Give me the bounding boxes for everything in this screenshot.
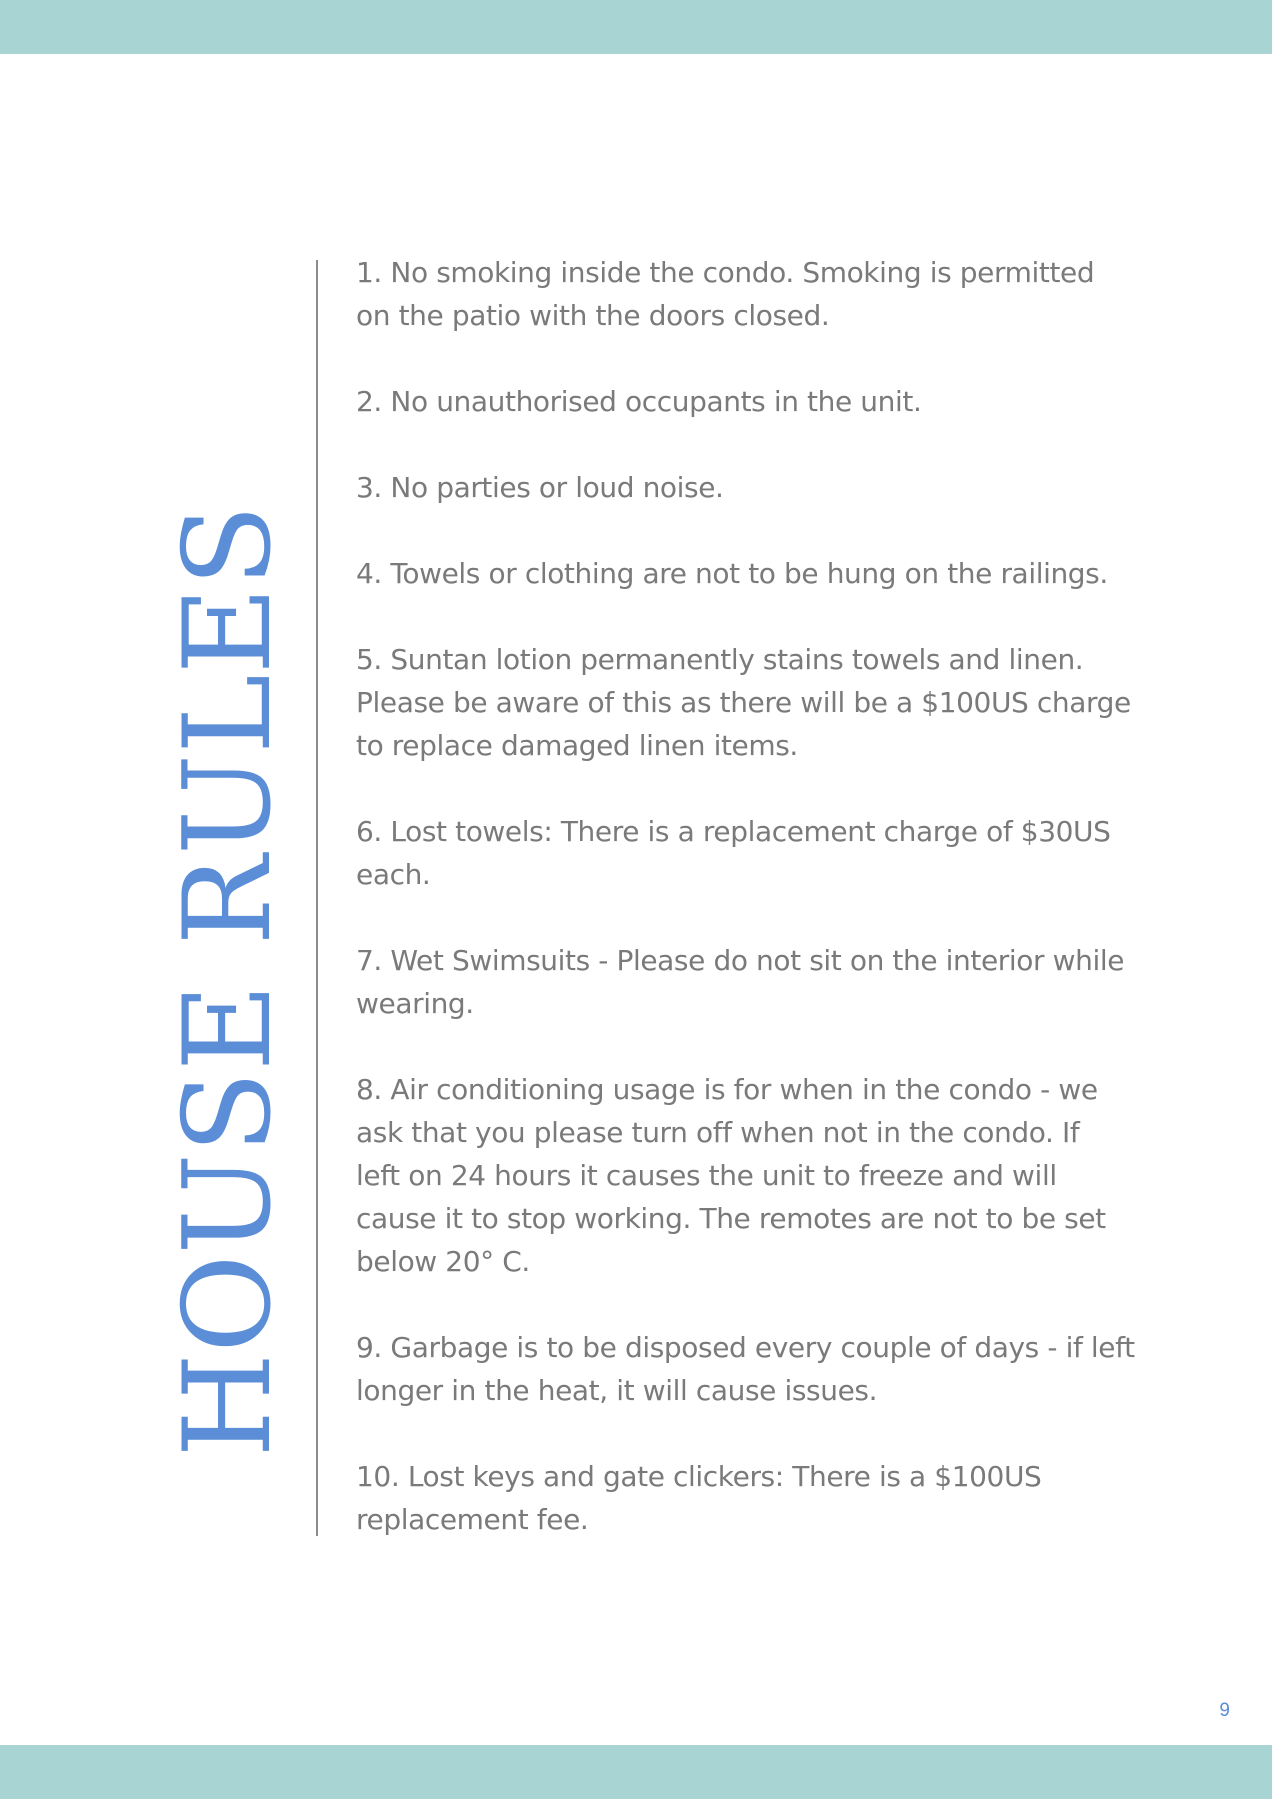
rule-item: 8. Air conditioning usage is for when in the condo - we ask that you please turn off when not in the condo. If left on 24 hours it causes the unit to freeze and will cause it to stop working. The remotes are not to be set below 20° C.	[356, 1073, 1106, 1278]
rule-item: 9. Garbage is to be disposed every couple of days - if left longer in the heat, it will cause issues.	[356, 1331, 1135, 1407]
title-container	[159, 398, 298, 1458]
house-rules-list	[356, 251, 1206, 1541]
rule-item: 3. No parties or loud noise.	[356, 471, 724, 504]
rule-item: 2. No unauthorised occupants in the unit.	[356, 385, 922, 418]
rule-item: 6. Lost towels: There is a replacement charge of $30US each.	[356, 815, 1111, 891]
rule-item: 4. Towels or clothing are not to be hung on the railings.	[356, 557, 1108, 590]
page-number: 9	[1219, 1700, 1230, 1721]
vertical-divider	[316, 260, 318, 1536]
rule-item: 5. Suntan lotion permanently stains towels and linen. Please be aware of this as there will be a $100US charge to replace damaged linen items.	[356, 643, 1131, 762]
rule-item: 10. Lost keys and gate clickers: There is a $100US replacement fee.	[356, 1460, 1042, 1536]
rule-item: 1. No smoking inside the condo. Smoking is permitted on the patio with the doors closed.	[356, 256, 1095, 332]
bottom-color-band	[0, 1745, 1272, 1799]
rule-item: 7. Wet Swimsuits - Please do not sit on the interior while wearing.	[356, 944, 1125, 1020]
top-color-band	[0, 0, 1272, 54]
page-title: HOUSE RULES	[159, 504, 298, 1458]
